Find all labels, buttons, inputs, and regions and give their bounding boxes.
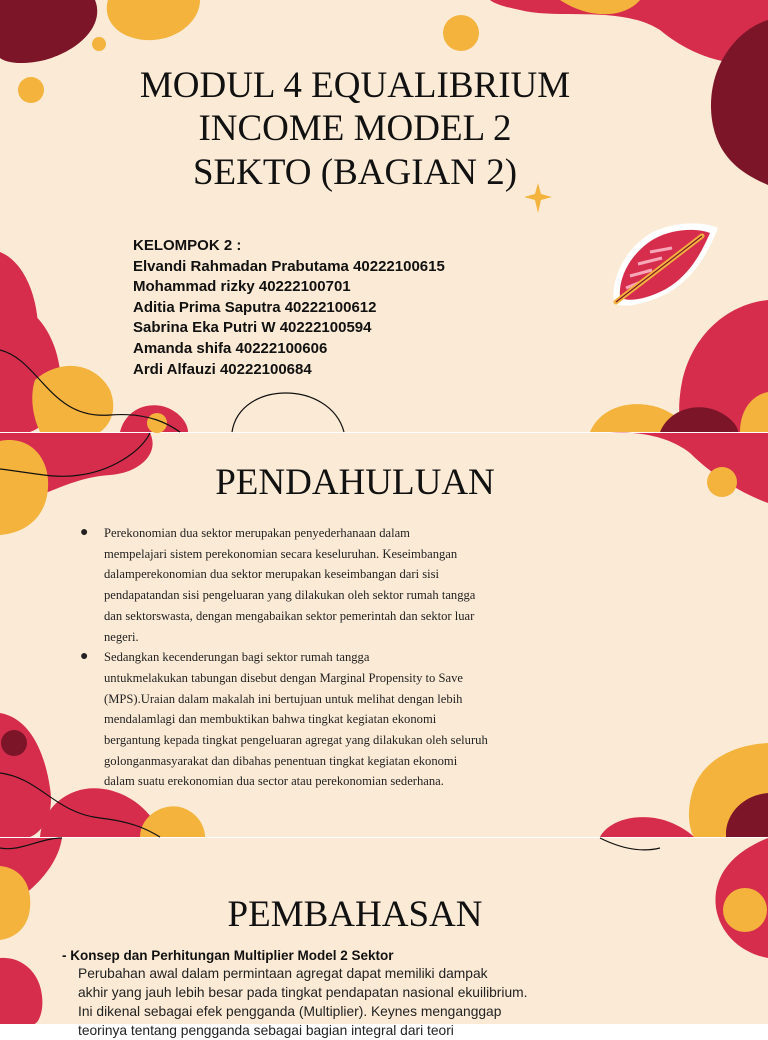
bullet-line: Sedangkan kecenderungan bagi sektor rumah tangga — [104, 650, 370, 665]
group-member-list — [133, 236, 445, 380]
member-item: Ardi Alfauzi 40222100684 — [133, 360, 312, 378]
bullet-line: negeri. — [104, 629, 139, 644]
bullet-line: golonganmasyarakat dan dibahas penentuan tingkat kegiatan ekonomi — [104, 753, 458, 768]
bullet-line: Perekonomian dua sektor merupakan penyederhanaan dalam — [104, 526, 410, 540]
title-line: INCOME MODEL 2 — [198, 108, 512, 150]
para-line: Ini dikenal sebagai efek pengganda (Multiplier). Keynes menganggap — [78, 1004, 502, 1019]
subheading: - Konsep dan Perhitungan Multiplier Model 2 Sektor — [62, 948, 394, 963]
bullet-line: mempelajari sistem perekonomian secara keseluruhan. Keseimbangan — [104, 546, 458, 561]
body-paragraph — [78, 964, 568, 1040]
bullet-line: bergantung kepada tingkat pengeluaran agregat yang dilakukan oleh seluruh — [104, 733, 488, 748]
bullet-dot-icon: ● — [80, 525, 89, 540]
member-item: Aditia Prima Saputra 40222100612 — [133, 298, 377, 316]
bullet-item — [80, 647, 560, 792]
para-line: teorinya tentang pengganda sebagai bagian integral dari teori — [78, 1023, 454, 1038]
section-title: PENDAHULUAN — [215, 462, 495, 503]
slide-pendahuluan — [0, 433, 768, 837]
bullet-line: dalam suatu erekonomian dua sector atau perekonomian sederhana. — [104, 774, 444, 789]
group-label: KELOMPOK 2 : — [133, 237, 242, 254]
bullet-line: untukmelakukan tabungan disebut dengan Marginal Propensity to Save — [104, 670, 463, 685]
section-title: PEMBAHASAN — [227, 894, 483, 935]
member-item: Sabrina Eka Putri W 40222100594 — [133, 319, 372, 337]
slide-title-heading — [100, 64, 610, 194]
slide-pembahasan — [0, 838, 768, 1038]
para-line: akhir yang jauh lebih besar pada tingkat pendapatan nasional ekuilibrium. — [78, 985, 528, 1000]
para-line: Perubahan awal dalam permintaan agregat dapat memiliki dampak — [78, 966, 488, 981]
title-line: MODUL 4 EQUALIBRIUM — [139, 65, 571, 106]
bullet-line: (MPS).Uraian dalam makalah ini bertujuan untuk melihat dengan lebih — [104, 691, 463, 706]
bullet-line: dalamperekonomian dua sektor merupakan keseimbangan dari sisi — [104, 567, 440, 582]
feather-sticker-icon — [606, 218, 721, 310]
title-line: SEKTO (BAGIAN 2) — [192, 151, 518, 193]
bullet-list — [80, 523, 560, 792]
bullet-line: dan sektorswasta, dengan mengabaikan sektor pemerintah dan sektor luar — [104, 608, 475, 623]
member-item: Amanda shifa 40222100606 — [133, 339, 328, 357]
bullet-line: pendapatandan sisi pengeluaran yang dilakukan oleh sektor rumah tangga — [104, 588, 476, 603]
member-item: Mohammad rizky 40222100701 — [133, 278, 351, 296]
slide-title — [0, 0, 768, 432]
bullet-item — [80, 523, 560, 647]
member-item: Elvandi Rahmadan Prabutama 40222100615 — [133, 257, 445, 275]
bullet-dot-icon: ● — [80, 649, 89, 665]
bullet-line: mendalamlagi dan membuktikan bahwa tingkat kegiatan ekonomi — [104, 712, 437, 727]
